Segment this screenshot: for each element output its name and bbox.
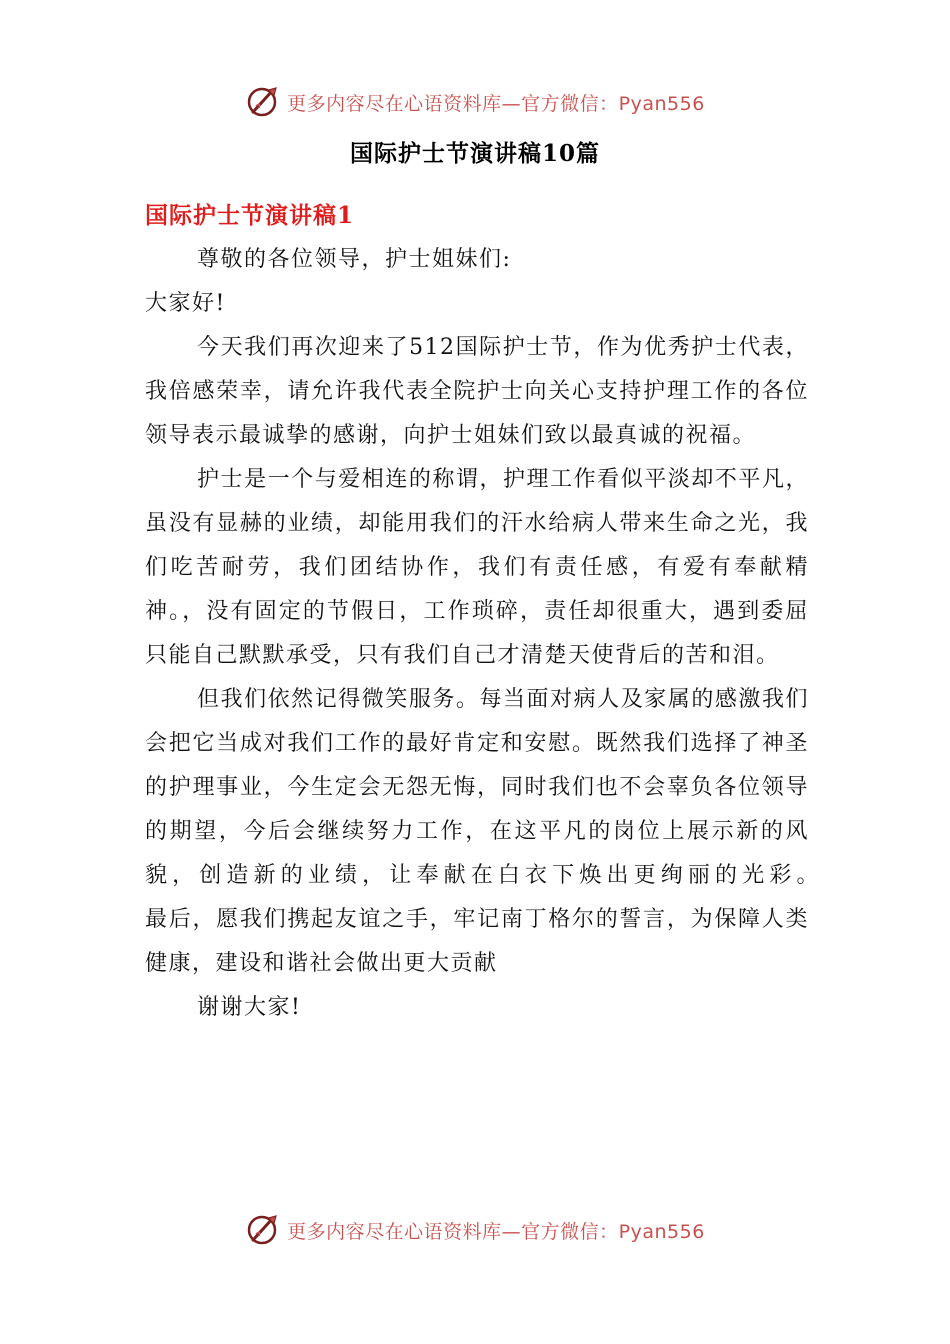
banner-text: 更多内容尽在心语资料库—官方微信：Pyan556 [287, 92, 705, 115]
salutation: 尊敬的各位领导，护士姐妹们: [197, 247, 512, 272]
closing: 谢谢大家! [197, 995, 302, 1020]
paragraph-1: 今天我们再次迎来了512国际护士节，作为优秀护士代表，我倍感荣幸，请允许我代表全院护士向关心支持护理工作的各位领导表示最诚挚的感谢，向护士姐妹们致以最真诚的祝福。 [145, 335, 809, 448]
greeting: 大家好! [145, 291, 226, 316]
footer-banner [0, 1208, 950, 1252]
section-heading: 国际护士节演讲稿1 [145, 202, 355, 229]
paragraph-2: 护士是一个与爱相连的称谓，护理工作看似平淡却不平凡，虽没有显赫的业绩，却能用我们的汗水给病人带来生命之光，我们吃苦耐劳，我们团结协作，我们有责任感，有爱有奉献精神。，没有固定的节假日，工作琐碎，责任却很重大，遇到委屈只能自己默默承受，只有我们自己才清楚天使背后的苦和泪。 [145, 467, 809, 668]
header-banner [0, 80, 950, 124]
banner-text: 更多内容尽在心语资料库—官方微信：Pyan556 [287, 1220, 705, 1243]
pen-circle-icon [245, 84, 281, 120]
document-title: 国际护士节演讲稿10篇 [349, 140, 600, 167]
document-body [145, 238, 880, 1030]
pen-circle-icon [245, 1212, 281, 1248]
paragraph-3: 但我们依然记得微笑服务。每当面对病人及家属的感激我们会把它当成对我们工作的最好肯定和安慰。既然我们选择了神圣的护理事业，今生定会无怨无悔，同时我们也不会辜负各位领导的期望，今后会继续努力工作，在这平凡的岗位上展示新的风貌，创造新的业绩，让奉献在白衣下焕出更绚丽的光彩。 最后，愿我们携起友谊之手，牢记南丁格尔的誓言，为保障人类健康，建设和谐社会做出更大贡献 [145, 687, 880, 976]
